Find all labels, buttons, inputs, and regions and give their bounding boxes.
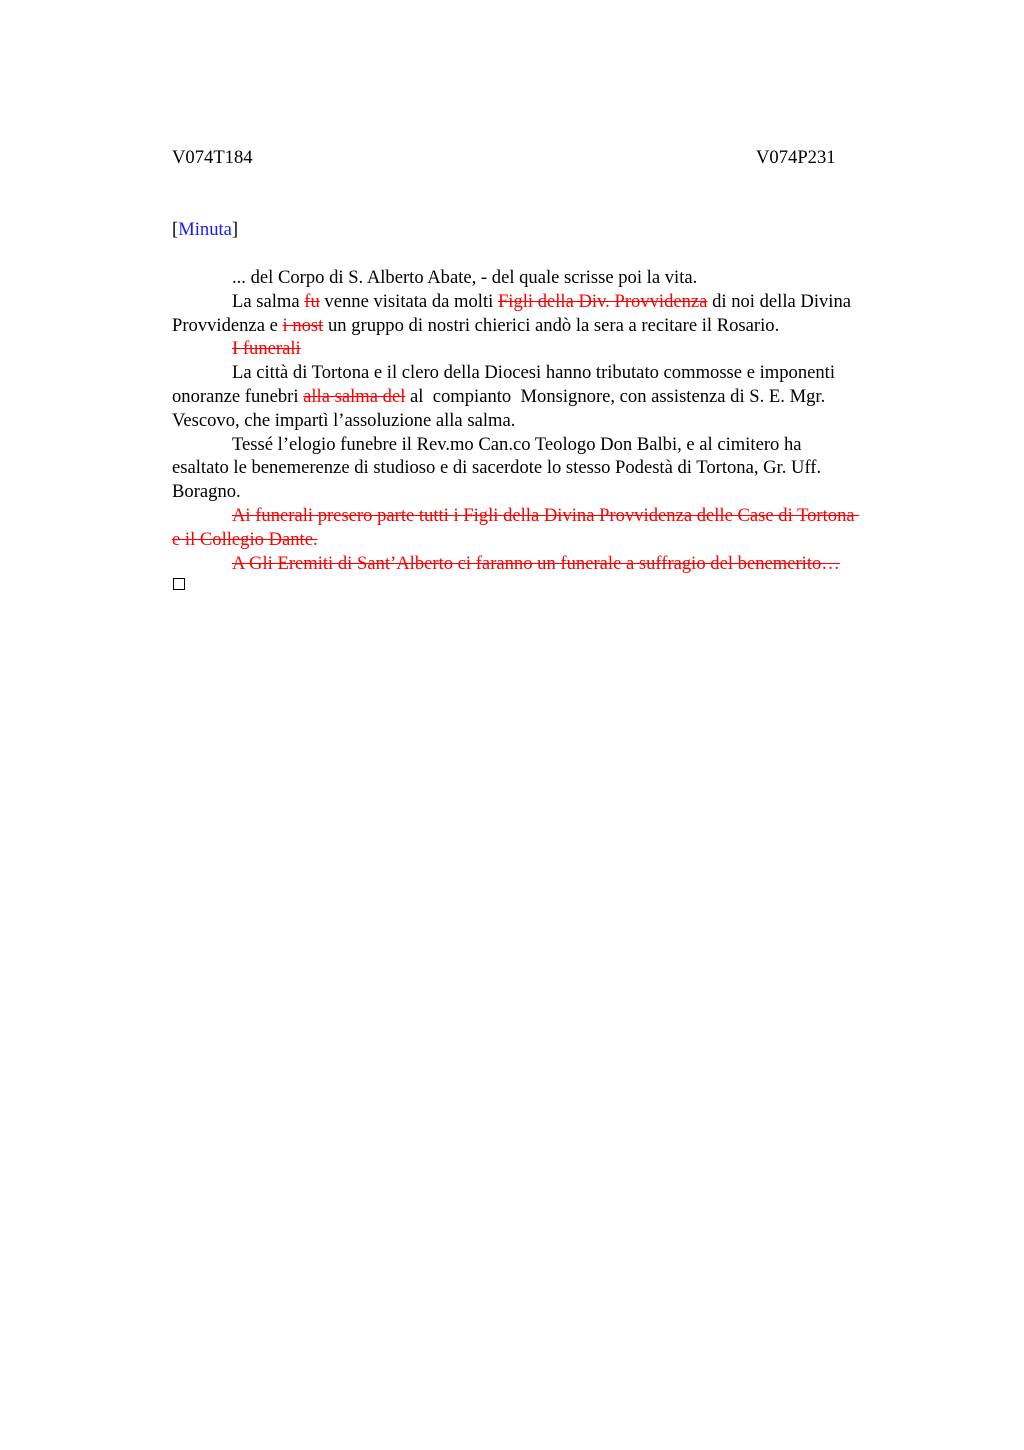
text-segment: Provvidenza e xyxy=(172,314,283,336)
text-segment: La salma xyxy=(232,290,305,312)
deleted-text: alla salma del xyxy=(303,385,406,407)
deleted-text: i nost xyxy=(282,314,324,336)
deleted-text: I funerali xyxy=(232,338,301,360)
deleted-text: A Gli Eremiti di Sant’Alberto ci faranno un funerale a suffragio del benemerito… xyxy=(232,552,840,574)
paragraph-4-line-3: Vescovo, che impartì l’assoluzione alla salma. xyxy=(172,409,516,431)
minuta-close-bracket: ] xyxy=(231,219,239,240)
text-segment: di noi della Divina xyxy=(707,290,851,312)
text-segment: al compianto Monsignore, con assistenza di S. E. Mgr. xyxy=(405,385,826,407)
deleted-text: Figli della Div. Provvidenza xyxy=(497,290,708,312)
deleted-text: fu xyxy=(304,290,320,312)
end-mark-square-icon xyxy=(173,578,185,590)
paragraph-5 xyxy=(172,433,932,504)
paragraph-4-line-2 xyxy=(172,385,932,409)
paragraph-3-deleted xyxy=(172,337,932,361)
paragraph-6-line-1 xyxy=(172,504,932,528)
text-segment: venne visitata da molti xyxy=(319,290,498,312)
document-body xyxy=(172,266,932,575)
paragraph-4-line-1: La città di Tortona e il clero della Diocesi hanno tributato commosse e imponenti xyxy=(232,362,835,384)
deleted-text: Ai funerali presero parte tutti i Figli della Divina Provvidenza delle Case di Tortona xyxy=(232,504,860,526)
reference-code-left: V074T184 xyxy=(172,147,253,168)
minuta-open-bracket: [ xyxy=(172,219,179,240)
reference-code-right: V074P231 xyxy=(756,147,836,168)
paragraph-7-deleted xyxy=(172,552,932,576)
text-segment: un gruppo di nostri chierici andò la sera a recitare il Rosario. xyxy=(323,314,780,336)
paragraph-5-line-2: esaltato le benemerenze di studioso e di sacerdote lo stesso Podestà di Tortona, Gr. Uff. xyxy=(172,457,822,479)
paragraph-2-line-2 xyxy=(172,314,932,338)
paragraph-1 xyxy=(172,266,932,290)
minuta-label: Minuta xyxy=(178,219,232,240)
paragraph-5-line-3: Boragno. xyxy=(172,481,241,503)
paragraph-2-line-1 xyxy=(172,290,932,314)
paragraph-5-line-1: Tessé l’elogio funebre il Rev.mo Can.co Teologo Don Balbi, e al cimitero ha xyxy=(232,433,802,455)
paragraph-2 xyxy=(172,290,932,338)
paragraph-6-deleted xyxy=(172,504,932,552)
paragraph-4 xyxy=(172,361,932,432)
minuta-heading xyxy=(172,218,238,242)
text-segment: onoranze funebri xyxy=(172,385,304,407)
deleted-text: e il Collegio Dante. xyxy=(172,528,318,550)
paragraph-6-line-2 xyxy=(172,528,932,552)
paragraph-1-text: ... del Corpo di S. Alberto Abate, - del quale scrisse poi la vita. xyxy=(232,267,698,288)
